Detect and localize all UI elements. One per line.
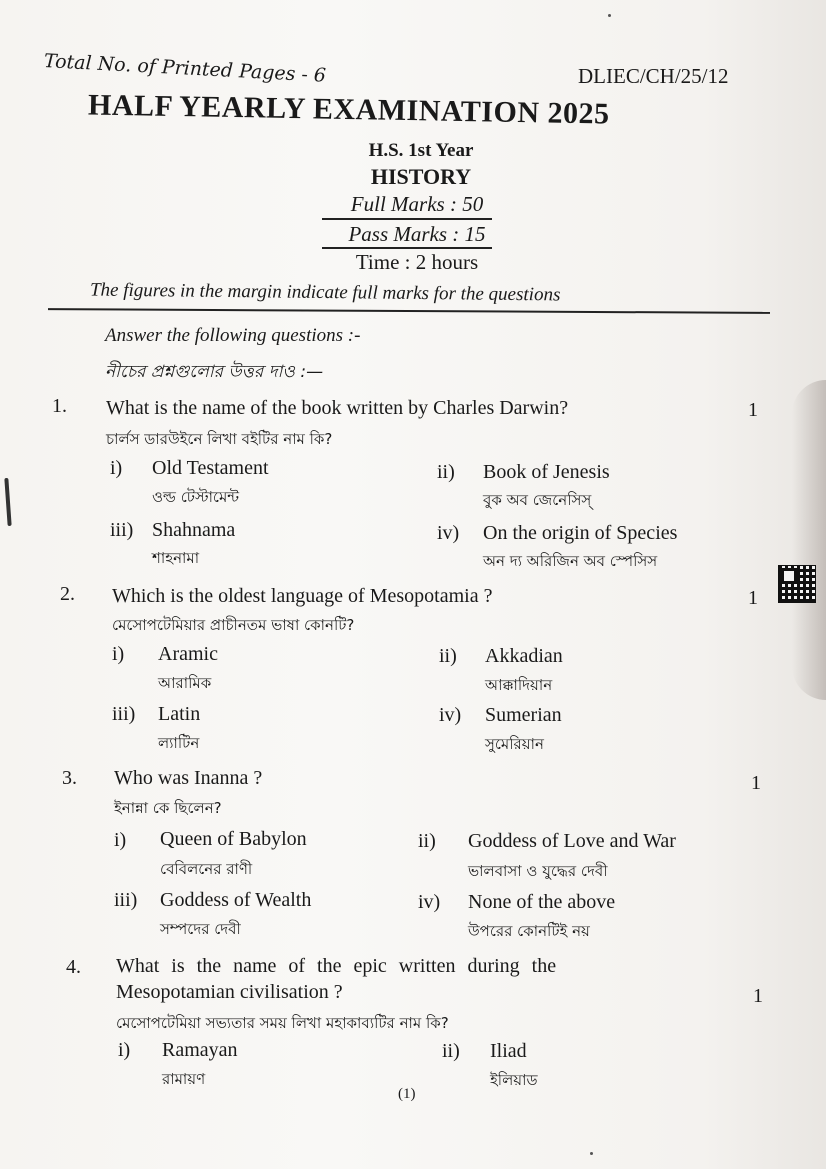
subject-title: HISTORY — [370, 164, 472, 189]
question-marks: 1 — [748, 587, 758, 609]
question-text: Mesopotamian civilisation ? — [116, 981, 343, 1003]
section-instruction-bengali: নীচের প্রশ্নগুলোর উত্তর দাও :— — [105, 362, 324, 382]
section-instruction: Answer the following questions :- — [105, 325, 361, 346]
question-text: Who was Inanna ? — [114, 767, 263, 789]
option-label: iii) — [114, 889, 138, 911]
question-number: 4. — [66, 956, 81, 978]
question-number: 1. — [52, 395, 67, 417]
question-text: Which is the oldest language of Mesopotamia ? — [112, 585, 493, 607]
header-divider — [48, 308, 770, 314]
speck — [590, 1152, 593, 1155]
option-label: i) — [112, 643, 125, 665]
divider — [322, 218, 492, 220]
question-marks: 1 — [748, 399, 758, 421]
question-number: 2. — [60, 583, 75, 605]
option-text: Goddess of Wealth — [160, 889, 312, 911]
option-text-bengali: সম্পদের দেবী — [160, 920, 241, 938]
option-text: Latin — [158, 703, 201, 725]
question-text: What is the name of the book written by Charles Darwin? — [106, 397, 569, 419]
question-marks: 1 — [751, 772, 761, 794]
option-label: i) — [114, 829, 127, 851]
marks-instruction: The figures in the margin indicate full marks for the questions — [89, 279, 561, 306]
option-text: On the origin of Species — [483, 522, 678, 544]
option-text: Akkadian — [485, 645, 563, 667]
option-text-bengali: বেবিলনের রাণী — [160, 860, 253, 878]
divider — [322, 247, 492, 249]
question-text-bengali: ইনান্না কে ছিলেন? — [114, 799, 222, 817]
page-shadow — [792, 380, 826, 700]
option-label: iii) — [112, 703, 136, 725]
option-text: Sumerian — [485, 704, 562, 726]
option-text: Goddess of Love and War — [468, 830, 676, 852]
option-text-bengali: অন দ্য অরিজিন অব স্পেসিস — [483, 552, 658, 570]
exam-title: HALF YEARLY EXAMINATION 2025 — [87, 88, 610, 131]
option-label: ii) — [439, 645, 457, 667]
option-text: Shahnama — [152, 519, 236, 541]
option-text: Old Testament — [152, 457, 269, 479]
total-printed-pages: Total No. of Printed Pages - 6 — [43, 50, 327, 87]
paper-code: DLIEC/CH/25/12 — [578, 64, 729, 88]
option-text-bengali: রামায়ণ — [162, 1070, 206, 1088]
option-text-bengali: ওল্ড টেস্টামেন্ট — [152, 488, 240, 506]
option-text: None of the above — [468, 891, 616, 913]
question-text: What is the name of the epic written during the — [116, 955, 557, 977]
option-label: iv) — [437, 522, 460, 544]
option-label: iv) — [439, 704, 462, 726]
option-text-bengali: ইলিয়াড — [490, 1071, 538, 1089]
option-label: i) — [110, 457, 123, 479]
option-text: Book of Jenesis — [483, 461, 610, 483]
option-text-bengali: বুক অব জেনেসিস্ — [483, 491, 592, 509]
class-year: H.S. 1st Year — [368, 140, 474, 161]
option-text: Iliad — [490, 1040, 527, 1062]
question-text-bengali: মেসোপটেমিয়ার প্রাচীনতম ভাষা কোনটি? — [112, 616, 355, 634]
option-text-bengali: ল্যাটিন — [158, 734, 200, 752]
option-label: ii) — [442, 1040, 460, 1062]
option-text-bengali: শাহনামা — [152, 549, 200, 567]
pen-mark — [4, 478, 11, 526]
option-label: iv) — [418, 891, 441, 913]
pass-marks: Pass Marks : 15 — [348, 222, 486, 246]
question-text-bengali: মেসোপটেমিয়া সভ্যতার সময় লিখা মহাকাব্যটির নাম কি? — [116, 1014, 449, 1032]
option-text-bengali: উপরের কোনটিই নয় — [468, 922, 590, 940]
time-allowed: Time : 2 hours — [355, 250, 479, 274]
option-text-bengali: আরামিক — [158, 674, 212, 692]
option-label: ii) — [437, 461, 455, 483]
option-label: ii) — [418, 830, 436, 852]
option-text: Aramic — [158, 643, 218, 665]
question-marks: 1 — [753, 985, 763, 1007]
option-text-bengali: আক্কাদিয়ান — [485, 676, 553, 694]
option-label: iii) — [110, 519, 134, 541]
question-number: 3. — [62, 767, 77, 789]
option-text-bengali: সুমেরিয়ান — [485, 735, 544, 753]
full-marks: Full Marks : 50 — [350, 192, 484, 216]
option-label: i) — [118, 1039, 131, 1061]
option-text-bengali: ভালবাসা ও যুদ্ধের দেবী — [468, 862, 608, 880]
option-text: Ramayan — [162, 1039, 238, 1061]
speck — [608, 14, 611, 17]
question-text-bengali: চার্লস ডারউইনে লিখা বইটির নাম কি? — [106, 430, 333, 448]
option-text: Queen of Babylon — [160, 828, 307, 850]
qr-code-icon — [778, 565, 816, 603]
page-number: (1) — [398, 1086, 416, 1102]
